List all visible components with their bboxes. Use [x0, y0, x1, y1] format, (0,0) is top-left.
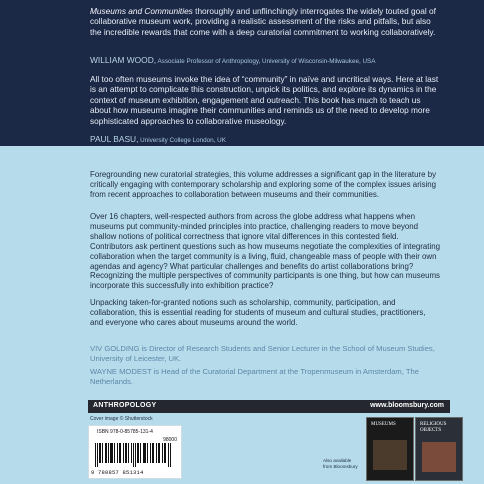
- editor-bio-1: VIV GOLDING is Director of Research Students and Senior Lecturer in the School of Museum Studies, University of Leicester, UK.: [90, 344, 435, 363]
- endorsement-attribution-2: [90, 134, 440, 146]
- ean-digits: 9 780857 851314: [91, 469, 144, 476]
- editor-bio-2: WAYNE MODEST is Head of the Curatorial Department at the Tropenmuseum in Amsterdam, The Netherlands.: [90, 367, 419, 386]
- subject-category: ANTHROPOLOGY: [93, 402, 157, 409]
- endorser-name-1: WILLIAM WOOD,: [90, 55, 157, 65]
- cover-image-credit: Cover image © Shutterstock: [90, 416, 153, 422]
- quote-1-text: thoroughly and unflinchingly interrogates the widely touted goal of collaborative museum work, providing a realistic assessment of the risks and pitfalls, but also the incredible rewards that come with a deep curatorial commitment to working collaboratively.: [90, 6, 436, 37]
- endorsement-attribution-1: [90, 55, 440, 67]
- isbn-text: ISBN 978-0-85785-131-4: [97, 429, 153, 435]
- endorsement-quote-1: [90, 6, 440, 37]
- blurb-paragraph-1: Foregrounding new curatorial strategies, this volume addresses a significant gap in the literature by critically engaging with contemporary scholarship and exploring some of the complex issues arising from recent approaches to collaboration between museums and their communities.: [90, 170, 437, 199]
- endorser-affiliation-2: University College London, UK: [138, 137, 226, 144]
- endorsement-quote-2: All too often museums invoke the idea of “community” in naïve and uncritical ways. Here at last is an attempt to complicate this construction, unpick its politics, and explore its dynamics in the context of museum exhibition, engagement and outreach. This book has much to teach us about how museums imagine their communities and reminds us of the need to develop more sophisticated approaches to collaborative museology.: [90, 74, 439, 126]
- thumb-artwork-1: [373, 440, 407, 470]
- thumb-artwork-2: [422, 442, 456, 472]
- also-available-line-2: from Bloomsbury: [323, 463, 358, 469]
- publisher-url: www.bloomsbury.com: [370, 402, 444, 409]
- related-book-thumbnail-2: [415, 417, 463, 481]
- endorsements-panel: [0, 0, 484, 146]
- also-available: [323, 458, 358, 469]
- endorser-name-2: PAUL BASU,: [90, 134, 139, 144]
- related-book-title-2: RELIGIOUS OBJECTS: [420, 422, 447, 433]
- subject-bar: [88, 400, 450, 413]
- book-title-italic: Museums and Communities: [90, 6, 193, 16]
- barcode-price-code: 98000: [163, 437, 177, 443]
- related-book-title-1: MUSEUMS: [371, 422, 396, 427]
- isbn-barcode: [88, 425, 182, 479]
- also-available-line-1: Also available: [323, 458, 352, 463]
- barcode-bars-icon: [95, 443, 175, 467]
- blurb-paragraph-3: Unpacking taken-for-granted notions such as scholarship, community, participation, and collaboration, this is essential reading for students of museum and cultural studies, practitioners, and everyone who cares about museums around the world.: [90, 298, 426, 327]
- blurb-paragraph-2: Over 16 chapters, well-respected authors from across the globe address what happens when museums put community-minded principles into practice, challenging readers to move beyond shallow notions of political correctness that ignore vital differences in this contested field. Contributors ask pertinent questions such as how museums negotiate the complexities of integrating collaboration when the target community is a living, fluid, changeable mass of people with their own agendas and agency? What particular challenges and benefits do artist collaborations bring? Recognizing the multiple perspectives of community participants is one thing, but how can museums incorporate this successfully into exhibition practice?: [90, 212, 441, 291]
- endorser-affiliation-1: Associate Professor of Anthropology, University of Wisconsin-Milwaukee, USA: [156, 58, 376, 65]
- related-book-thumbnail-1: [366, 417, 414, 481]
